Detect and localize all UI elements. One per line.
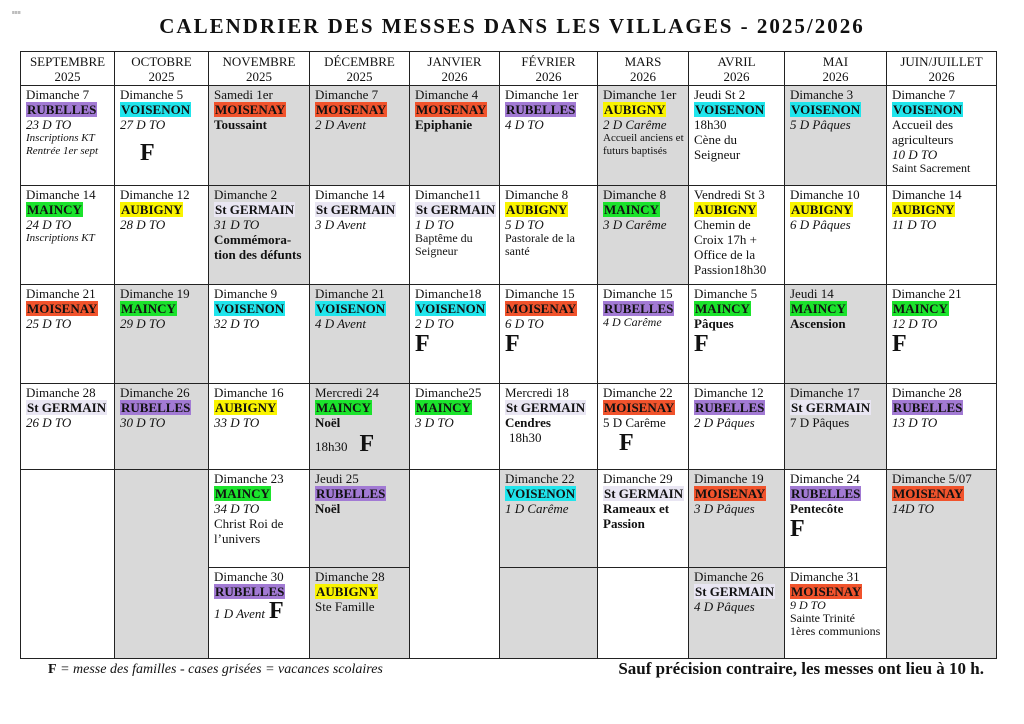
- mass-cell: Dimanche 7 VOISENON Accueil des agriculteurs 10 D TO Saint Sacrement: [887, 86, 997, 186]
- week-row: [21, 186, 997, 285]
- village-badge: VOISENON: [121, 102, 191, 117]
- mass-cell: Dimanche 28 AUBIGNY Ste Famille: [310, 568, 410, 659]
- village-badge: RUBELLES: [27, 102, 97, 117]
- village-badge: MOISENAY: [215, 102, 286, 117]
- village-badge: MOISENAY: [604, 400, 675, 415]
- month-header-row: [21, 52, 997, 86]
- village-badge: MAINCY: [695, 301, 750, 316]
- month-header-nov: NOVEMBRE 2025: [209, 52, 310, 86]
- village-badge: St GERMAIN: [695, 584, 775, 599]
- mass-cell: Mercredi 24 MAINCY Noël 18h30 F: [310, 384, 410, 470]
- village-badge: VOISENON: [416, 301, 486, 316]
- mass-cell: Dimanche 1er RUBELLES 4 D TO: [500, 86, 598, 186]
- family-mass-mark: F: [359, 431, 375, 457]
- mass-cell: Jeudi St 2 VOISENON 18h30 Cène du Seigneur: [689, 86, 785, 186]
- family-mass-mark: F: [140, 140, 155, 166]
- mass-cell: Dimanche 26 St GERMAIN 4 D Pâques: [689, 568, 785, 659]
- village-badge: VOISENON: [695, 102, 765, 117]
- village-badge: MAINCY: [416, 400, 471, 415]
- mass-cell: Dimanche 19 MOISENAY 3 D Pâques: [689, 470, 785, 568]
- mass-cell: Jeudi 25 RUBELLES Noël: [310, 470, 410, 568]
- mass-cell: Dimanche 5 VOISENON 27 D TO F: [115, 86, 209, 186]
- mass-calendar-table: [20, 51, 997, 659]
- village-badge: RUBELLES: [695, 400, 765, 415]
- village-badge: St GERMAIN: [791, 400, 871, 415]
- village-badge: AUBIGNY: [506, 202, 568, 217]
- mass-cell: Dimanche 4 MOISENAY Epiphanie: [410, 86, 500, 186]
- village-badge: AUBIGNY: [215, 400, 277, 415]
- empty-cell: [115, 470, 209, 659]
- time-note: Sauf précision contraire, les messes ont lieu à 10 h.: [618, 659, 984, 678]
- mass-cell: Dimanche 12 AUBIGNY 28 D TO: [115, 186, 209, 285]
- mass-cell: Dimanche 3 VOISENON 5 D Pâques: [785, 86, 887, 186]
- village-badge: VOISENON: [316, 301, 386, 316]
- month-header-dec: DÉCEMBRE 2025: [310, 52, 410, 86]
- mass-cell: Dimanche 30 RUBELLES 1 D Avent F: [209, 568, 310, 659]
- month-header-mar: MARS 2026: [598, 52, 689, 86]
- village-badge: St GERMAIN: [604, 486, 684, 501]
- family-mass-mark: F: [269, 598, 284, 624]
- empty-cell: [598, 568, 689, 659]
- mass-cell: Dimanche 23 MAINCY 34 D TO Christ Roi de l’univers: [209, 470, 310, 568]
- mass-cell: Dimanche 22 VOISENON 1 D Carême: [500, 470, 598, 568]
- village-badge: MOISENAY: [695, 486, 766, 501]
- empty-cell: [500, 568, 598, 659]
- village-badge: RUBELLES: [316, 486, 386, 501]
- family-mass-mark: F: [415, 331, 430, 357]
- village-badge: AUBIGNY: [893, 202, 955, 217]
- mass-cell: Dimanche 2 St GERMAIN 31 D TO Commémora-tion des défunts: [209, 186, 310, 285]
- family-mass-mark: F: [619, 430, 634, 456]
- village-badge: RUBELLES: [791, 486, 861, 501]
- mass-cell: Jeudi 14 MAINCY Ascension: [785, 285, 887, 384]
- mass-cell: Dimanche 21 MAINCY 12 D TO F: [887, 285, 997, 384]
- month-header-jun: JUIN/JUILLET 2026: [887, 52, 997, 86]
- family-mass-mark: F: [694, 331, 709, 357]
- mass-cell: Dimanche 14 St GERMAIN 3 D Avent: [310, 186, 410, 285]
- month-header-may: MAI 2026: [785, 52, 887, 86]
- week-row: [21, 86, 997, 186]
- legend-note: F = messe des familles - cases grisées = vacances scolaires: [48, 662, 383, 677]
- mass-cell: Dimanche 1er AUBIGNY 2 D Carême Accueil anciens et futurs baptisés: [598, 86, 689, 186]
- village-badge: RUBELLES: [893, 400, 963, 415]
- mass-cell: Dimanche 22 MOISENAY 5 D Carême F: [598, 384, 689, 470]
- village-badge: MOISENAY: [27, 301, 98, 316]
- mass-cell: Dimanche 10 AUBIGNY 6 D Pâques: [785, 186, 887, 285]
- village-badge: VOISENON: [893, 102, 963, 117]
- mass-cell: Dimanche 7 RUBELLES 23 D TO Inscriptions KT Rentrée 1er sept: [21, 86, 115, 186]
- mass-cell: Dimanche 16 AUBIGNY 33 D TO: [209, 384, 310, 470]
- month-header-jan: JANVIER 2026: [410, 52, 500, 86]
- mass-cell: Dimanche 19 MAINCY 29 D TO: [115, 285, 209, 384]
- mass-cell: Dimanche 5/07 MOISENAY 14D TO: [887, 470, 997, 659]
- village-badge: RUBELLES: [604, 301, 674, 316]
- mass-cell: Dimanche 21 MOISENAY 25 D TO: [21, 285, 115, 384]
- month-header-oct: OCTOBRE 2025: [115, 52, 209, 86]
- village-badge: MOISENAY: [893, 486, 964, 501]
- month-header-feb: FÉVRIER 2026: [500, 52, 598, 86]
- mass-cell: Dimanche 8 AUBIGNY 5 D TO Pastorale de la santé: [500, 186, 598, 285]
- village-badge: RUBELLES: [506, 102, 576, 117]
- village-badge: St GERMAIN: [316, 202, 396, 217]
- village-badge: MOISENAY: [416, 102, 487, 117]
- family-mass-mark: F: [790, 516, 805, 542]
- mass-cell: Dimanche25 MAINCY 3 D TO: [410, 384, 500, 470]
- village-badge: MOISENAY: [791, 584, 862, 599]
- mass-cell: Dimanche 28 St GERMAIN 26 D TO: [21, 384, 115, 470]
- mass-cell: Dimanche 15 RUBELLES 4 D Carême: [598, 285, 689, 384]
- mass-cell: Dimanche 14 AUBIGNY 11 D TO: [887, 186, 997, 285]
- mass-cell: Dimanche 7 MOISENAY 2 D Avent: [310, 86, 410, 186]
- mass-cell: Dimanche 24 RUBELLES Pentecôte F: [785, 470, 887, 568]
- corner-mark: ≡≡≡: [12, 10, 21, 16]
- mass-cell: Dimanche 14 MAINCY 24 D TO Inscriptions KT: [21, 186, 115, 285]
- mass-cell: Dimanche 15 MOISENAY 6 D TO F: [500, 285, 598, 384]
- empty-cell: [21, 470, 115, 659]
- village-badge: RUBELLES: [121, 400, 191, 415]
- village-badge: St GERMAIN: [27, 400, 107, 415]
- village-badge: MAINCY: [121, 301, 176, 316]
- week-row: [21, 384, 997, 470]
- village-badge: MAINCY: [791, 301, 846, 316]
- village-badge: RUBELLES: [215, 584, 285, 599]
- week-row: [21, 285, 997, 384]
- village-badge: MOISENAY: [316, 102, 387, 117]
- mass-cell: Vendredi St 3 AUBIGNY Chemin de Croix 17h + Office de la Passion18h30: [689, 186, 785, 285]
- mass-cell: Dimanche 31 MOISENAY 9 D TO Sainte Trinité 1ères communions: [785, 568, 887, 659]
- mass-cell: Dimanche 12 RUBELLES 2 D Pâques: [689, 384, 785, 470]
- empty-cell: [410, 470, 500, 659]
- village-badge: VOISENON: [215, 301, 285, 316]
- village-badge: MAINCY: [893, 301, 948, 316]
- village-badge: AUBIGNY: [791, 202, 853, 217]
- week-row: [21, 470, 997, 568]
- village-badge: MAINCY: [215, 486, 270, 501]
- mass-cell: Dimanche 17 St GERMAIN 7 D Pâques: [785, 384, 887, 470]
- mass-cell: Samedi 1er MOISENAY Toussaint: [209, 86, 310, 186]
- village-badge: VOISENON: [791, 102, 861, 117]
- village-badge: St GERMAIN: [506, 400, 586, 415]
- mass-cell: Dimanche 21 VOISENON 4 D Avent: [310, 285, 410, 384]
- village-badge: MOISENAY: [506, 301, 577, 316]
- month-header-sep: SEPTEMBRE 2025: [21, 52, 115, 86]
- village-badge: St GERMAIN: [215, 202, 295, 217]
- mass-cell: Dimanche 9 VOISENON 32 D TO: [209, 285, 310, 384]
- village-badge: AUBIGNY: [316, 584, 378, 599]
- mass-cell: Dimanche 29 St GERMAIN Rameaux et Passion: [598, 470, 689, 568]
- village-badge: MAINCY: [27, 202, 82, 217]
- mass-cell: Dimanche11 St GERMAIN 1 D TO Baptême du Seigneur: [410, 186, 500, 285]
- mass-cell: Dimanche 26 RUBELLES 30 D TO: [115, 384, 209, 470]
- village-badge: AUBIGNY: [695, 202, 757, 217]
- mass-cell: Dimanche18 VOISENON 2 D TO F: [410, 285, 500, 384]
- mass-cell: Dimanche 28 RUBELLES 13 D TO: [887, 384, 997, 470]
- page-title: CALENDRIER DES MESSES DANS LES VILLAGES - 2025/2026: [159, 14, 865, 38]
- family-mass-mark: F: [892, 331, 907, 357]
- village-badge: AUBIGNY: [121, 202, 183, 217]
- mass-cell: Dimanche 8 MAINCY 3 D Carême: [598, 186, 689, 285]
- family-mass-mark: F: [505, 331, 520, 357]
- village-badge: VOISENON: [506, 486, 576, 501]
- month-header-apr: AVRIL 2026: [689, 52, 785, 86]
- village-badge: St GERMAIN: [416, 202, 496, 217]
- mass-cell: Mercredi 18 St GERMAIN Cendres 18h30: [500, 384, 598, 470]
- village-badge: AUBIGNY: [604, 102, 666, 117]
- village-badge: MAINCY: [604, 202, 659, 217]
- village-badge: MAINCY: [316, 400, 371, 415]
- mass-cell: Dimanche 5 MAINCY Pâques F: [689, 285, 785, 384]
